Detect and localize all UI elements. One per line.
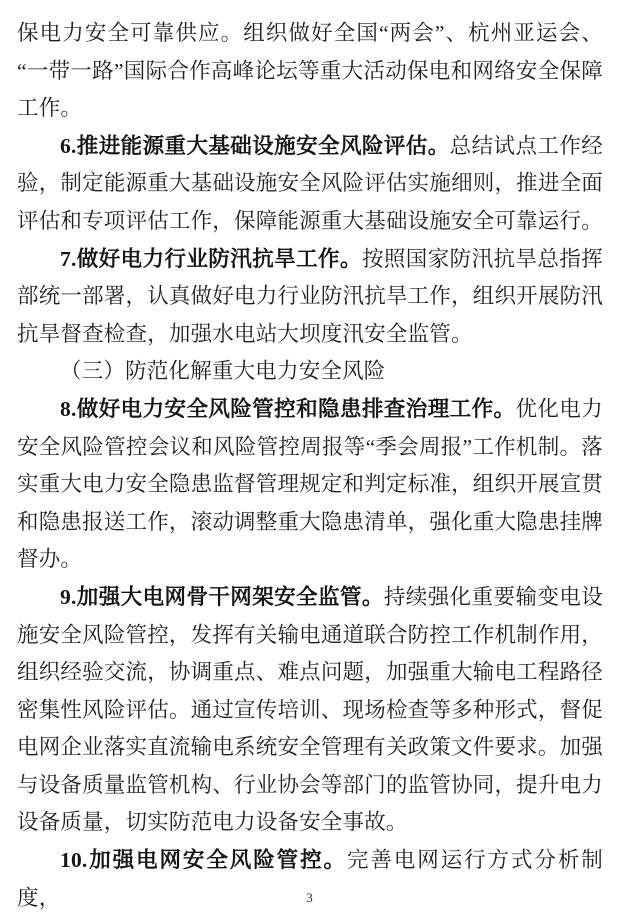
item-6-body: 总结试点工作经验，制定能源重大基础设施安全风险评估实施细则，推进全面评估和专项评估工作，保障能源重大基础设施安全可靠运行。 xyxy=(17,133,603,233)
item-10-heading: 10.加强电网安全风险管控。 xyxy=(60,848,347,873)
item-8-heading: 8.做好电力安全风险管控和隐患排查治理工作。 xyxy=(60,396,516,421)
subsection-heading-3-text: （三）防范化解重大电力安全风险 xyxy=(60,359,386,384)
paragraph-item-8 xyxy=(17,391,603,579)
paragraph-item-9 xyxy=(17,579,603,842)
page-number: 3 xyxy=(306,890,313,905)
item-8-body: 优化电力安全风险管控会议和风险管控周报等“季会周报”工作机制。落实重大电力安全隐患监督管理规定和判定标准，组织开展宣贯和隐患报送工作，滚动调整重大隐患清单，强化重大隐患挂牌督办。 xyxy=(17,396,603,572)
paragraph-item-7 xyxy=(17,241,603,354)
item-9-body: 持续强化重要输变电设施安全风险管控，发挥有关输电通道联合防控工作机制作用，组织经验交流，协调重点、难点问题，加强重大输电工程路径密集性风险评估。通过宣传培训、现场检查等多种形式，督促电网企业落实直流输电系统安全管理有关政策文件要求。加强与设备质量监管机构、行业协会等部门的监管协同，提升电力设备质量，切实防范电力设备安全事故。 xyxy=(17,584,603,835)
page-footer xyxy=(0,889,619,907)
item-7-heading: 7.做好电力行业防汛抗旱工作。 xyxy=(60,246,362,271)
paragraph-item-6 xyxy=(17,128,603,241)
subsection-heading-3 xyxy=(17,353,603,391)
item-7-body: 按照国家防汛抗旱总指挥部统一部署，认真做好电力行业防汛抗旱工作，组织开展防汛抗旱督查检查，加强水电站大坝度汛安全监管。 xyxy=(17,246,603,346)
document-text-block xyxy=(17,15,603,917)
paragraph-continuation xyxy=(17,15,603,128)
item-10-body: 完善电网运行方式分析制度， xyxy=(17,848,603,910)
paragraph-continuation-text: 保电力安全可靠供应。组织做好全国“两会”、杭州亚运会、“一带一路”国际合作高峰论坛等重大活动保电和网络安全保障工作。 xyxy=(17,21,603,121)
item-6-heading: 6.推进能源重大基础设施安全风险评估。 xyxy=(60,133,450,158)
item-9-heading: 9.加强大电网骨干网架安全监管。 xyxy=(60,584,384,609)
